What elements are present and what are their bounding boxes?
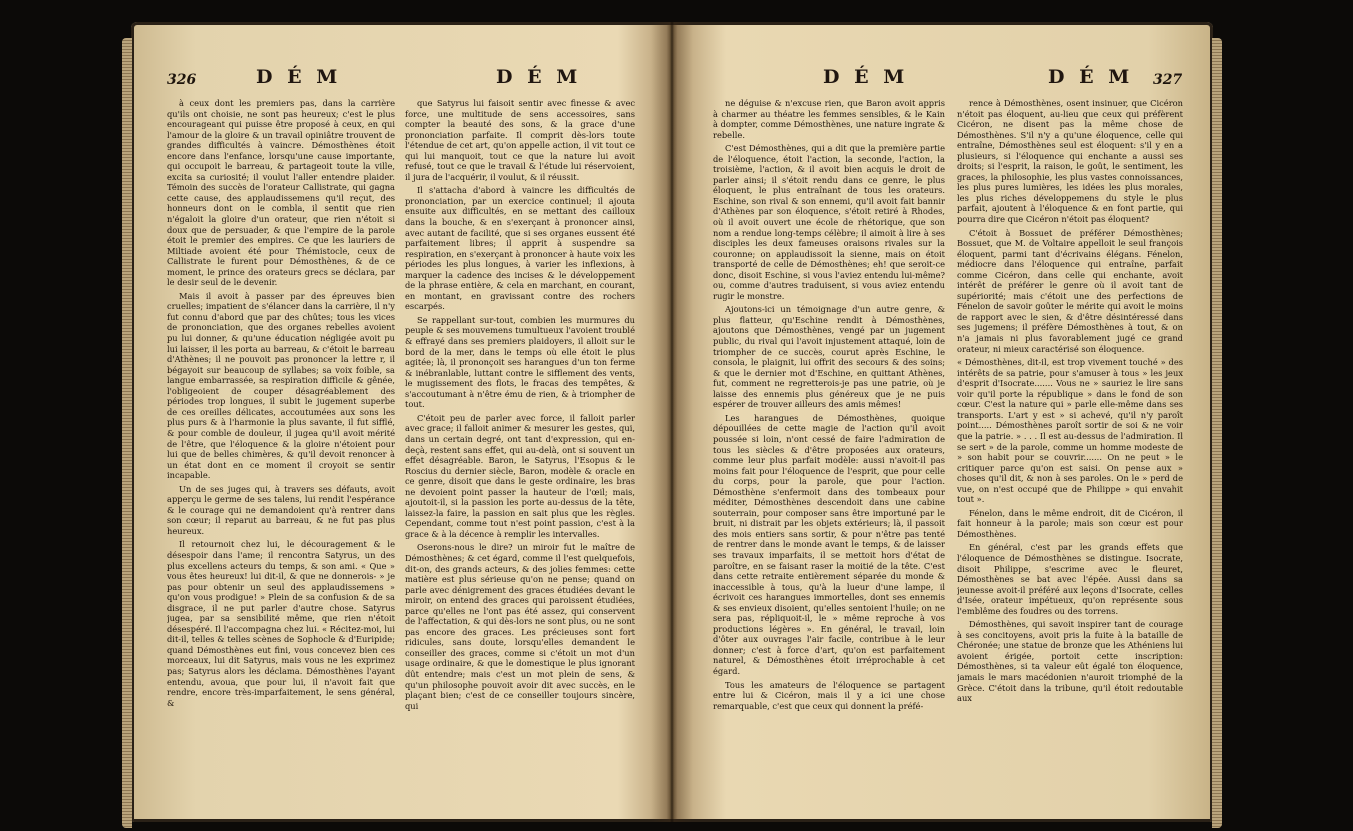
page-number-left: 326 — [167, 72, 197, 88]
paragraph: En général, c'est par les grands effets que l'éloquence de Démosthènes se distingue. Isocrate, disoit Philippe, s'escrime avec le fleuret, Démosthènes se bat avec l'épée. Aussi dans sa jeunesse avoit-il préféré aux leçons d'Isocrate, celles d'Isée, orateur impétueux, qu'on représente sous l'emblême des foudres ou des torrens. — [957, 542, 1183, 616]
running-head-left-col2: D É M — [496, 66, 582, 88]
right-page-column-1 — [713, 98, 945, 814]
left-page-column-1 — [167, 98, 395, 814]
paragraph: Démosthènes, qui savoit inspirer tant de courage à ses concitoyens, avoit pris la fuite à la bataille de Chéronée; une statue de bronze que les Athéniens lui avoient érigée, portoit cette inscription: Démosthènes, si ta valeur eût égalé ton éloquence, jamais le mars macédonien n'auroit triomphé de la Grèce. C'étoit dans la tribune, qu'il étoit redoutable aux — [957, 619, 1183, 704]
running-head-right-col1: D É M — [823, 66, 909, 88]
paragraph: Les harangues de Démosthènes, quoique dépouillées de cette magie de l'action qu'il avoit poussée si loin, n'ont cessé de faire l'admiration de tous les siècles & d'être proposées aux orateurs, comme leur plus parfait modèle: aussi n'avoit-il pas moins fait pour l'éloquence de l'esprit, que pour celle du corps, pour la parole, que pour l'action. Démosthène s'enfermoit dans des tombeaux pour méditer, Démosthènes descendoit dans une cabine souterrain, pour composer sans être importuné par le bruit, ni distrait par les objets extérieurs; là, il passoit des mois entiers sans sortir, & pour n'être pas tenté de rentrer dans le monde avant le temps, & de laisser ses travaux imparfaits, il se mettoit hors d'état de paroître, en se faisant raser la moitié de la tête. C'est dans cette retraite entièrement séparée du monde & inaccessible à tous, qu'à la lueur d'une lampe, il écrivoit ces harangues immortelles, dont ses ennemis & ses envieux disoient, qu'elles sentoient l'huile; on ne sera pas, répliquoit-il, le » même reproche à vos productions légères ». En général, le travail, loin d'ôter aux ouvrages l'air facile, contribue à le leur donner; c'est à force d'art, qu'on est parfaitement naturel, & Démosthènes étoit irréprochable à cet égard. — [713, 412, 945, 676]
running-head-left-col1: D É M — [256, 66, 342, 88]
paragraph: Ajoutons-ici un témoignage d'un autre genre, & plus flatteur, qu'Eschine rendit à Démosthènes, ajoutons que Démosthènes, vengé par un jugement public, du rival qui l'avoit injustement attaqué, loin de triompher de ce succès, courut après Eschine, le consola, le plaignit, lui offrit des secours & des soins; & que le dernier mot d'Eschine, en quittant Athènes, fut, comment ne regretterois-je pas une patrie, où je laisse des ennemis plus généreux que je ne puis espérer de trouver ailleurs des amis mêmes! — [713, 304, 945, 410]
paragraph: Il retournoit chez lui, le découragement & le désespoir dans l'ame; il rencontra Satyrus, un des plus excellens acteurs du temps, & son ami. « Que » vous êtes heureux! lui dit-il, & que ne donnerois- » je pas pour obtenir un seul des applaudissemens » qu'on vous prodigue! » Plein de sa confusion & de sa disgrace, il ne put parler d'autre chose. Satyrus jugea, par sa sensibilité même, que rien n'étoit désespéré. Il l'accompagna chez lui. « Récitez-moi, lui dit-il, telles & telles scènes de Sophocle & d'Euripide; quand Démosthènes eut fini, vous concevez bien ces morceaux, lui dit Satyrus, mais vous ne les exprimez pas; Satyrus alors les déclama. Démosthènes l'ayant entendu, avoua, que pour lui, il n'avoit fait que rendre, encore très-imparfaitement, le sens général, & — [167, 539, 395, 708]
quotation-block: « Démosthènes, dit-il, est trop vivement touché » des intérêts de sa patrie, pour s'amuser à tous » les jeux d'esprit d'Isocrate....... Vous ne » sauriez le lire sans voir qu'il porte la république » dans le fond de son cœur. C'est la nature qui » parle elle-même dans ses transports. L'art y est » si achevé, qu'il n'y paroît point..... Démosthènes paroît sortir de soi & ne voir que la patrie. » . . . Il est au-dessus de l'admiration. Il se sert » de la parole, comme un homme modeste de » son habit pour se couvrir....... On ne peut » le critiquer parce qu'on est saisi. On pense aux » choses qu'il dit, & non à ses paroles. On le » perd de vue, on n'est occupé que de Philippe » qui envahit tout ». — [957, 357, 1183, 505]
left-page — [131, 22, 671, 822]
paragraph: à ceux dont les premiers pas, dans la carrière qu'ils ont choisie, ne sont pas heureux; c'est le plus encourageant qui puisse être proposé à ceux, en qui l'amour de la gloire & un travail opiniâtre trouvent de grandes difficultés à vaincre. Démosthènes étoit encore dans l'enfance, lorsqu'une cause importante, qui occupoit le barreau, & partageoit toute la ville, excita sa curiosité; il voulut l'aller entendre plaider. Témoin des succès de l'orateur Callistrate, qui gagna cette cause, des applaudissemens qu'il reçut, des honneurs dont on le combla, il sentit que rien n'égaloit la gloire d'un orateur, que rien n'étoit si doux que de persuader, & que l'empire de la parole étoit le premier des empires. Ce que les lauriers de Miltiade avoient été pour Thémistocle, ceux de Callistrate le furent pour Démosthènes, & de ce moment, le prince des orateurs grecs se déclara, par le desir seul de le devenir. — [167, 98, 395, 288]
page-number-right: 327 — [1153, 72, 1183, 88]
paragraph: Oserons-nous le dire? un miroir fut le maître de Démosthènes; & cet égard, comme il l'est quelquefois, dit-on, des grands acteurs, & des jolies femmes: cette matière est plus sérieuse qu'on ne pense; quand on parle avec dénigrement des graces étudiées devant le miroir, on entend des graces qui paroissent étudiées, parce qu'elles ne l'ont pas été assez, qui conservent de l'affectation, & qui dès-lors ne sont plus, ou ne sont pas encore des graces. Les précieuses sont fort ridicules, sans doute, lorsqu'elles demandent le conseiller des graces, comme si c'étoit un mot d'un usage ordinaire, & que le domestique le plus ignorant dût entendre; mais c'est un mot plein de sens, & qu'un philosophe pouvoit avoir dit avec succès, en le plaçant bien; c'est de ce conseiller toujours sincère, qui — [405, 542, 635, 711]
paragraph: Un de ses juges qui, à travers ses défauts, avoit apperçu le germe de ses talens, lui rendit l'espérance & le courage qui ne demandoient qu'à rentrer dans son cœur; il reparut au barreau, & ne fut pas plus heureux. — [167, 483, 395, 536]
book-edge-right — [1212, 38, 1222, 828]
paragraph: que Satyrus lui faisoit sentir avec finesse & avec force, une multitude de sens accessoires, sans compter la beauté des sons, & la grace d'une prononciation parfaite. Il comprit dès-lors toute l'étendue de cet art, qu'on appelle action, il vit tout ce qui lui manquoit, tout ce que la nature lui avoit refusé, tout ce que le travail & l'étude lui réservoient, il jura de l'acquérir, il voulut, & il réussit. — [405, 98, 635, 182]
paragraph: Mais il avoit à passer par des épreuves bien cruelles; impatient de s'élancer dans la carrière, il n'y fut connu d'abord que par des chûtes; tous les vices de prononciation, que des organes rebelles avoient pu lui donner, & qu'une éducation négligée avoit pu lui laisser, il les porta au barreau, & c'étoit le barreau d'Athènes; il ne pouvoit pas prononcer la lettre r, il bégayoit sur beaucoup de syllabes; sa voix foible, sa langue embarrassée, sa respiration difficile & gênée, l'obligeoient de couper désagréablement des périodes trop longues, il subit le jugement superbe de ces oreilles délicates, accoutumées aux sons les plus purs & à l'harmonie la plus savante, il fut sifflé, & pour comble de douleur, il jugea qu'il avoit mérité de l'être, que l'éloquence & la gloire n'étoient pour lui que de belles chimères, & qu'il devoit renoncer à un état dont en ce moment il croyoit se sentir incapable. — [167, 290, 395, 481]
paragraph: Fénelon, dans le même endroit, dit de Cicéron, il fait honneur à la parole; mais son cœur est pour Démosthènes. — [957, 507, 1183, 539]
paragraph: C'étoit peu de parler avec force, il falloit parler avec grace; il falloit animer & mesurer les gestes, qui, dans un certain degré, ont tant d'expression, qui en-deçà, restent sans effet, qui au-delà, ont si souvent un effet désagréable. Baron, le Satyrus, l'Esopus & le Roscius du dernier siècle, Baron, modèle & oracle en ce genre, disoit que dans le geste ordinaire, les bras ne devoient point passer la hauteur de l'œil; mais, ajoutoit-il, si la passion les porte au-dessus de la tête, laissez-la faire, la passion en sait plus que les règles. Cependant, comme tout n'est point passion, c'est à la grace & à la décence à remplir les intervalles. — [405, 412, 635, 539]
paragraph: C'étoit à Bossuet de préférer Démosthènes; Bossuet, que M. de Voltaire appelloit le seul françois éloquent, parmi tant d'écrivains élégans. Fénelon, médiocre dans l'éloquence qui entraîne, parfait comme Cicéron, dans celle qui enchante, avoit intérêt de préférer le genre où il avoit tant de supériorité; mais c'étoit une des perfections de Fénelon de savoir goûter le mérite qui avoit le moins de rapport avec le sien, & d'être désintéressé dans ses jugemens; il préfère Démosthènes à tout, & on n'a jamais ni plus favorablement jugé ce grand orateur, ni mieux caractérisé son éloquence. — [957, 227, 1183, 354]
paragraph: C'est Démosthènes, qui a dit que la première partie de l'éloquence, étoit l'action, la seconde, l'action, la troisième, l'action, & il avoit bien acquis le droit de parler ainsi; il s'étoit rendu dans ce genre, le plus éloquent, le plus entraînant de tous les orateurs. Eschine, son rival & son ennemi, qu'il avoit fait bannir d'Athènes par son éloquence, s'étoit retiré à Rhodes, où il avoit ouvert une école de rhétorique, que son nom a rendue long-temps célèbre; il aimoit à lire à ses disciples les deux fameuses oraisons rivales sur la couronne; on applaudissoit la sienne, mais on étoit transporté de celle de Démosthènes; eh! que seroit-ce donc, disoit Eschine, si vous l'aviez entendu lui-même? ou, comme d'autres traduisent, si vous aviez entendu rugir le monstre. — [713, 143, 945, 301]
running-head-right-col2: D É M — [1048, 66, 1134, 88]
paragraph: Se rappellant sur-tout, combien les murmures du peuple & ses mouvemens tumultueux l'avoient troublé & effrayé dans ses premiers plaidoyers, il alloit sur le bord de la mer, dans le temps où elle étoit le plus agitée; là, il prononçoit ses harangues d'un ton ferme & inébranlable, luttant contre le sifflement des vents, le mugissement des flots, le fracas des tempêtes, & s'accoutumant à n'être ému de rien, & à triompher de tout. — [405, 314, 635, 410]
right-page — [673, 22, 1213, 822]
left-page-column-2 — [405, 98, 635, 814]
paragraph: ne déguise & n'excuse rien, que Baron avoit appris à charmer au théatre les femmes sensibles, & le Kain à dompter, comme Démosthènes, une nature ingrate & rebelle. — [713, 98, 945, 140]
paragraph: Tous les amateurs de l'éloquence se partagent entre lui & Cicéron, mais il y a ici une chose remarquable, c'est que ceux qui donnent la préfé- — [713, 679, 945, 711]
paragraph: rence à Démosthènes, osent insinuer, que Cicéron n'étoit pas éloquent, au-lieu que ceux qui préfèrent Cicéron, ne disent pas la même chose de Démosthènes. S'il n'y a qu'une éloquence, celle qui entraîne, Démosthènes seul est éloquent: s'il y en a plusieurs, si l'éloquence qui enchante a aussi ses droits; si l'esprit, la raison, le goût, le sentiment, les graces, la philosophie, les plus vastes connoissances, les plus pures lumières, les idées les plus morales, les plus riches développemens du style le plus parfait, ajoutent à l'éloquence & en font partie, qui pourra dire que Cicéron n'étoit pas éloquent? — [957, 98, 1183, 225]
paragraph: Il s'attacha d'abord à vaincre les difficultés de prononciation, par un exercice continuel; il ajouta ensuite aux difficultés, en se mettant des cailloux dans la bouche, & en s'exerçant à prononcer ainsi, avec autant de facilité, que si ses organes eussent été parfaitement libres; il apprit à suspendre sa respiration, en s'exerçant à prononcer à haute voix les périodes les plus longues, à varier les inflexions, à marquer la cadence des incises & le développement de la phrase entière, & cela en marchant, en courant, en montant, en gravissant contre des rochers escarpés. — [405, 185, 635, 312]
right-page-column-2 — [957, 98, 1183, 814]
open-book — [131, 22, 1213, 822]
